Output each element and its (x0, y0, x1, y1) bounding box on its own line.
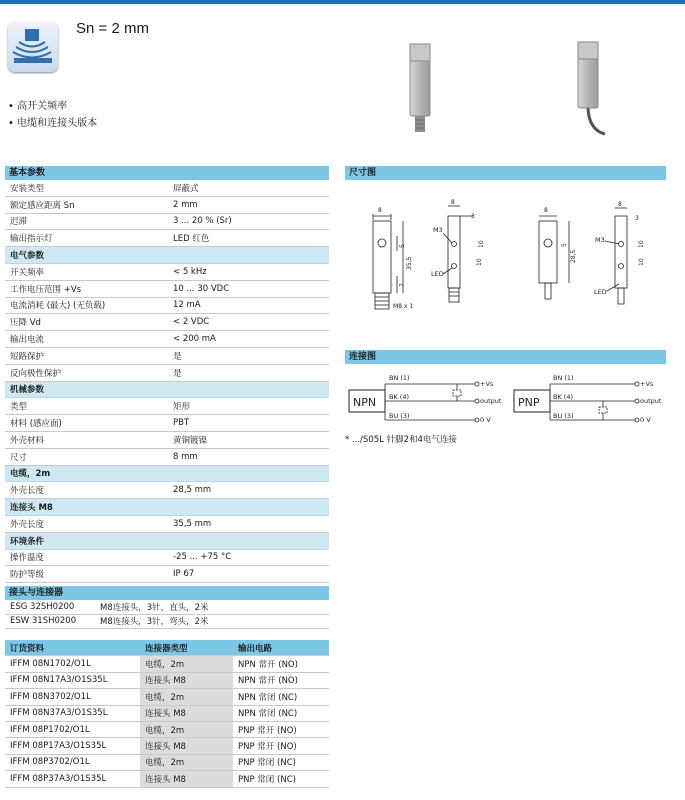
order-row (5, 705, 329, 721)
dim-width2-label: 8 (544, 207, 548, 214)
spec-group-row (5, 247, 329, 264)
spec-value: 屏蔽式 (168, 180, 329, 196)
spec-row (5, 398, 329, 415)
spec-row (5, 297, 329, 314)
spec-key: 短路保护 (5, 347, 168, 364)
connector-type: 电缆，2m (140, 689, 233, 705)
order-header-row (5, 640, 329, 656)
output-circuit: PNP 常开 (NO) (233, 738, 329, 754)
spec-row (5, 280, 329, 297)
dimensions-header: 尺寸图 (345, 166, 666, 180)
led2-label: LED (594, 288, 607, 296)
spec-group-title: 连接头 M8 (5, 499, 329, 516)
feature-item: • 高开关频率 (8, 98, 97, 115)
accessory-code: ESW 31SH0200 (5, 614, 95, 629)
spec-value: 2 mm (168, 196, 329, 213)
dim-10b-label: 10 (476, 258, 483, 266)
order-row (5, 689, 329, 705)
spec-key: 外壳长度 (5, 515, 168, 532)
spec-row (5, 196, 329, 213)
spec-row (5, 314, 329, 331)
dim-width-label: 8 (378, 207, 382, 214)
spec-value: < 2 VDC (168, 314, 329, 331)
cable-sensor-photo (565, 38, 645, 138)
order-row (5, 721, 329, 737)
spec-key: 安装类型 (5, 180, 168, 196)
wiring-diagram (345, 368, 666, 430)
connector-type: 电缆，2m (140, 721, 233, 737)
spec-table (5, 180, 329, 583)
order-code: IFFM 08P3702/O1L (5, 754, 140, 770)
order-code: IFFM 08N17A3/O1S35L (5, 672, 140, 688)
wiring-note: * .../S05L 针脚2和4电气连接 (345, 435, 457, 445)
feature-list (8, 98, 97, 132)
order-row (5, 672, 329, 688)
page-title: Sn = 2 mm (76, 20, 149, 37)
dim-5-label: 5 (399, 244, 406, 248)
npn-output-label: output (480, 397, 502, 405)
spec-group-title: 电气参数 (5, 247, 329, 264)
spec-group-row (5, 381, 329, 398)
spec-value: IP 67 (168, 566, 329, 583)
spec-row (5, 515, 329, 532)
spec-row (5, 415, 329, 432)
spec-key: 压降 Vd (5, 314, 168, 331)
sensor-range-icon (8, 22, 58, 72)
top-accent-bar (0, 0, 685, 4)
dim-3-label: 3 (471, 213, 475, 220)
m3-label: M3 (433, 226, 443, 234)
pnp-label: PNP (518, 396, 540, 409)
order-code: IFFM 08P37A3/O1S35L (5, 771, 140, 787)
order-column-header: 连接器类型 (140, 640, 233, 656)
spec-row (5, 213, 329, 230)
output-circuit: NPN 常开 (NO) (233, 672, 329, 688)
dimension-drawing (345, 196, 666, 321)
spec-key: 反向极性保护 (5, 364, 168, 381)
connector-type: 连接头 M8 (140, 705, 233, 721)
dim-3b-label: 3 (635, 215, 639, 222)
order-row (5, 656, 329, 672)
spec-value: < 200 mA (168, 331, 329, 348)
npn-bn-label: BN (1) (389, 374, 410, 382)
npn-vs-label: +Vs (480, 380, 494, 388)
dim-length-label: 35,5 (406, 256, 413, 270)
spec-key: 防护等级 (5, 566, 168, 583)
spec-row (5, 431, 329, 448)
spec-key: 操作温度 (5, 549, 168, 566)
order-code: IFFM 08N37A3/O1S35L (5, 705, 140, 721)
accessory-code: ESG 32SH0200 (5, 600, 95, 614)
led-label: LED (431, 270, 444, 278)
order-code: IFFM 08P17A3/O1S35L (5, 738, 140, 754)
connector-type: 连接头 M8 (140, 771, 233, 787)
spec-key: 外壳长度 (5, 482, 168, 499)
dim-10c-label: 10 (638, 240, 645, 248)
spec-key: 输出指示灯 (5, 230, 168, 247)
dim-side2-8-label: 8 (618, 201, 622, 208)
npn-0v-label: 0 V (480, 416, 491, 424)
spec-value: 矩形 (168, 398, 329, 415)
spec-key: 尺寸 (5, 448, 168, 465)
spec-key: 开关频率 (5, 263, 168, 280)
dim-10-label: 10 (478, 240, 485, 248)
spec-group-row (5, 532, 329, 549)
spec-key: 类型 (5, 398, 168, 415)
pnp-bu-label: BU (3) (553, 412, 574, 420)
output-circuit: NPN 常闭 (NC) (233, 705, 329, 721)
output-circuit: NPN 常开 (NO) (233, 656, 329, 672)
dim-7-label: 7 (399, 283, 406, 287)
spec-value: -25 ... +75 °C (168, 549, 329, 566)
order-column-header: 订货资料 (5, 640, 140, 656)
pnp-bn-label: BN (1) (553, 374, 574, 382)
dim-10d-label: 10 (638, 258, 645, 266)
spec-key: 迟滞 (5, 213, 168, 230)
feature-item: • 电缆和连接头版本 (8, 115, 97, 132)
output-circuit: NPN 常闭 (NC) (233, 689, 329, 705)
accessory-row (5, 600, 329, 614)
spec-row (5, 549, 329, 566)
order-code: IFFM 08P1702/O1L (5, 721, 140, 737)
connector-type: 连接头 M8 (140, 738, 233, 754)
spec-row (5, 482, 329, 499)
spec-row (5, 263, 329, 280)
spec-key: 外壳材料 (5, 431, 168, 448)
npn-bu-label: BU (3) (389, 412, 410, 420)
pnp-0v-label: 0 V (640, 416, 651, 424)
spec-group-title: 环境条件 (5, 532, 329, 549)
order-row (5, 738, 329, 754)
spec-key: 工作电压范围 +Vs (5, 280, 168, 297)
npn-label: NPN (353, 396, 377, 409)
pnp-output-label: output (640, 397, 662, 405)
accessories-header: 接头与连接器 (5, 586, 329, 600)
spec-value: < 5 kHz (168, 263, 329, 280)
accessory-desc: M8连接头，3针，直头，2米 (95, 600, 329, 614)
accessories-table (5, 600, 329, 629)
spec-value: LED 红色 (168, 230, 329, 247)
order-column-header: 输出电路 (233, 640, 329, 656)
spec-row (5, 180, 329, 196)
output-circuit: PNP 常闭 (NC) (233, 754, 329, 770)
spec-key: 材料 (感应面) (5, 415, 168, 432)
connector-type: 电缆，2m (140, 754, 233, 770)
basic-params-header: 基本参数 (5, 166, 329, 180)
spec-value: 8 mm (168, 448, 329, 465)
spec-row (5, 566, 329, 583)
spec-value: 28,5 mm (168, 482, 329, 499)
accessory-row (5, 614, 329, 629)
spec-value: 是 (168, 364, 329, 381)
m3b-label: M3 (595, 236, 605, 244)
dim-side-8-label: 8 (451, 199, 455, 206)
spec-row (5, 230, 329, 247)
spec-group-row (5, 499, 329, 516)
pnp-vs-label: +Vs (640, 380, 654, 388)
spec-value: 10 ... 30 VDC (168, 280, 329, 297)
order-row (5, 771, 329, 787)
spec-group-row (5, 465, 329, 482)
spec-key: 输出电流 (5, 331, 168, 348)
thread-label: M8 x 1 (393, 303, 414, 310)
spec-row (5, 364, 329, 381)
spec-value: 黄铜镀镍 (168, 431, 329, 448)
dim-length2-label: 28,5 (570, 249, 577, 263)
npn-bk-label: BK (4) (389, 393, 409, 401)
output-circuit: PNP 常闭 (NC) (233, 771, 329, 787)
order-code: IFFM 08N1702/O1L (5, 656, 140, 672)
spec-row (5, 448, 329, 465)
spec-key: 电流消耗 (最大) (无负载) (5, 297, 168, 314)
connector-type: 电缆，2m (140, 656, 233, 672)
output-circuit: PNP 常开 (NO) (233, 721, 329, 737)
order-row (5, 754, 329, 770)
wiring-header: 连接图 (345, 350, 666, 364)
spec-value: 是 (168, 347, 329, 364)
spec-row (5, 347, 329, 364)
order-table (5, 640, 329, 788)
spec-row (5, 331, 329, 348)
dim-5b-label: 5 (561, 243, 568, 247)
connector-sensor-photo (395, 40, 455, 136)
pnp-bk-label: BK (4) (553, 393, 573, 401)
order-code: IFFM 08N3702/O1L (5, 689, 140, 705)
spec-value: 3 ... 20 % (Sr) (168, 213, 329, 230)
spec-value: 12 mA (168, 297, 329, 314)
spec-group-title: 机械参数 (5, 381, 329, 398)
spec-value: PBT (168, 415, 329, 432)
spec-key: 额定感应距离 Sn (5, 196, 168, 213)
spec-group-title: 电缆，2m (5, 465, 329, 482)
accessory-desc: M8连接头，3针，弯头，2米 (95, 614, 329, 629)
spec-value: 35,5 mm (168, 515, 329, 532)
connector-type: 连接头 M8 (140, 672, 233, 688)
